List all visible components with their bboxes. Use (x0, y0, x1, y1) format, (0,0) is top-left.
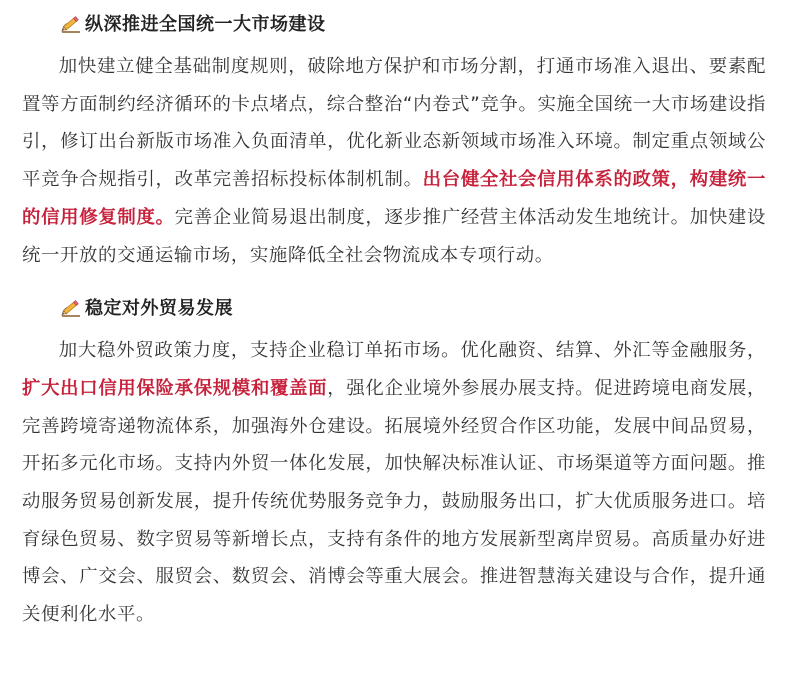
writing-pencil-icon (60, 296, 82, 318)
writing-pencil-icon (60, 12, 82, 34)
section-title: 纵深推进全国统一大市场建设 (85, 14, 326, 35)
section-paragraph (22, 48, 766, 274)
paragraph-text: 加快建立健全基础制度规则，破除地方保护和市场分割，打通市场准入退出、要素配置等方面制约经济循环的卡点堵点，综合整治“内卷式”竞争。实施全国统一大市场建设指引，修订出台新版市场准入负面清单，优化新业态新领域市场准入环境。制定重点领域公平竞争合规指引，改革完善招标投标体制机制。 (22, 56, 766, 191)
paragraph-text: 加大稳外贸政策力度，支持企业稳订单拓市场。优化融资、结算、外汇等金融服务， (58, 340, 766, 362)
section-title: 稳定对外贸易发展 (85, 298, 233, 320)
section-paragraph (22, 332, 766, 634)
section-unified-market (22, 6, 766, 274)
highlighted-text: 出台健全社会信用体系的政策，构建统一的信用修复制度。 (22, 169, 766, 228)
paragraph-text: ，强化企业境外参展办展支持。促进跨境电商发展，完善跨境寄递物流体系，加强海外仓建设。拓展境外经贸合作区功能，发展中间品贸易，开拓多元化市场。支持内外贸一体化发展，加快解决标准认证、市场渠道等方面问题。推动服务贸易创新发展，提升传统优势服务竞争力，鼓励服务出口，扩大优质服务进口。培育绿色贸易、数字贸易等新增长点，支持有条件的地方发展新型离岸贸易。高质量办好进博会、广交会、服贸会、数贸会、消博会等重大展会。推进智慧海关建设与合作，提升通关便利化水平。 (22, 377, 766, 626)
section-foreign-trade (22, 290, 766, 634)
paragraph-text: 完善企业简易退出制度，逐步推广经营主体活动发生地统计。加快建设统一开放的交通运输市场，实施降低全社会物流成本专项行动。 (22, 206, 766, 266)
section-heading (22, 290, 766, 324)
section-heading (22, 6, 766, 40)
highlighted-text: 扩大出口信用保险承保规模和覆盖面 (22, 377, 328, 399)
